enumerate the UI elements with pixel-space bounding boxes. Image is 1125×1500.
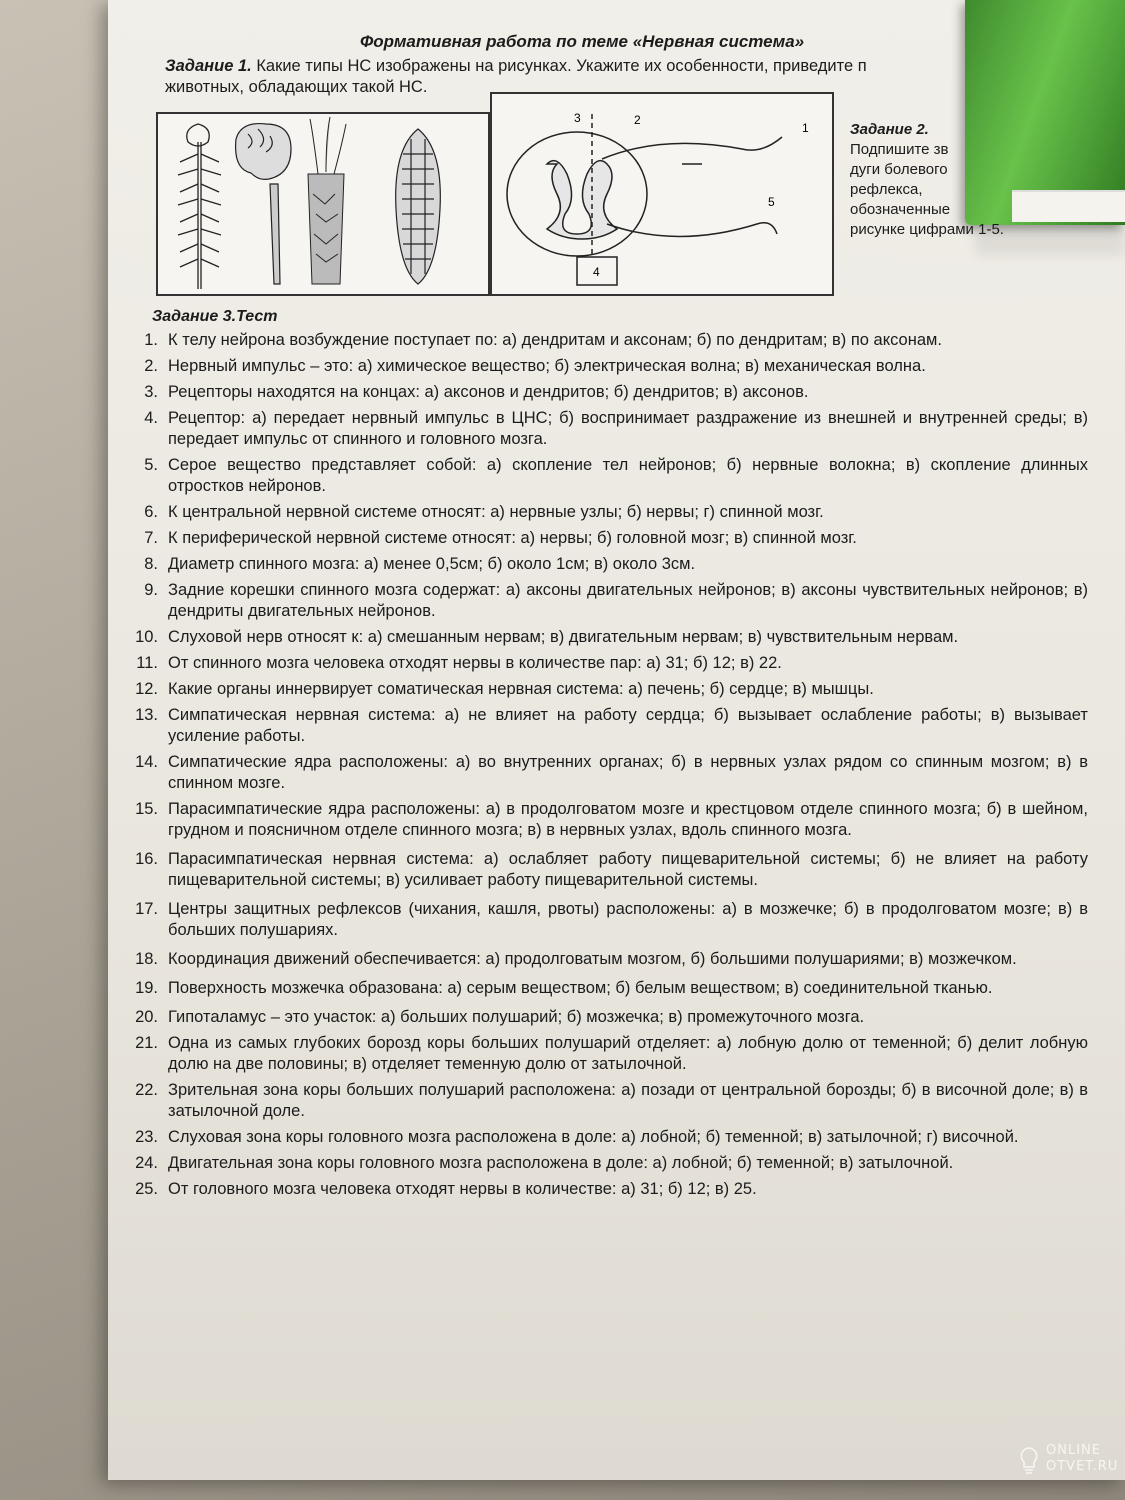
task-2-line: обозначенные <box>850 201 951 218</box>
question-number: 18. <box>135 950 158 968</box>
question-number: 21. <box>135 1034 158 1052</box>
question-number: 8. <box>144 555 158 573</box>
question-number: 16. <box>135 850 158 868</box>
reflex-label-5: 5 <box>768 195 775 209</box>
nervous-system-figures <box>156 112 490 296</box>
question-item <box>118 330 1088 351</box>
task-1-label: Задание 1. <box>165 57 252 75</box>
human-nervous-system-drawing <box>178 124 221 289</box>
question-item <box>118 528 1088 549</box>
question-text: К центральной нервной системе относят: а) нервные узлы; б) нервы; г) спинной мозг. <box>168 503 824 521</box>
question-text: Центры защитных рефлексов (чихания, кашля, рвоты) расположены: а) в мозжечке; б) в продолговатом мозге; в) в больших полушариях. <box>168 900 1088 939</box>
question-item <box>118 1179 1088 1200</box>
question-item <box>118 502 1088 523</box>
question-item <box>118 408 1088 450</box>
question-item <box>118 356 1088 377</box>
task-2 <box>850 120 1080 240</box>
watermark-line-2: OTVET.RU <box>1046 1459 1119 1474</box>
diffuse-nervous-system-drawing <box>308 117 346 284</box>
question-text: Зрительная зона коры больших полушарий расположена: а) позади от центральной борозды; б) в височной доле; в) в затылочной доле. <box>168 1081 1088 1120</box>
question-text: Парасимпатическая нервная система: а) ослабляет работу пищеварительной системы; б) не влияет на работу пищеварительной системы; в) усиливает работу пищеварительной системы. <box>168 850 1088 889</box>
nervous-systems-illustration <box>158 114 488 294</box>
question-text: Слуховая зона коры головного мозга расположена в доле: а) лобной; б) теменной; в) затылочной; г) височной. <box>168 1128 1019 1146</box>
document-title: Формативная работа по теме «Нервная система» <box>360 32 805 51</box>
reflex-arc-illustration <box>492 94 832 294</box>
reflex-label-4: 4 <box>593 265 600 279</box>
question-text: Рецептор: а) передает нервный импульс в ЦНС; б) воспринимает раздражение из внешней и внутренней среды; в) передает импульс от спинного и головного мозга. <box>168 409 1088 448</box>
question-item <box>118 455 1088 497</box>
question-text: К периферической нервной системе относят: а) нервы; б) головной мозг; в) спинной мозг. <box>168 529 857 547</box>
task-2-line: Подпишите зв <box>850 141 949 158</box>
question-number: 20. <box>135 1008 158 1026</box>
question-item <box>118 1080 1088 1122</box>
question-text: К телу нейрона возбуждение поступает по: а) дендритам и аксонам; б) по дендритам; в) по аксонам. <box>168 331 942 349</box>
question-text: Нервный импульс – это: а) химическое вещество; б) электрическая волна; в) механическая волна. <box>168 357 926 375</box>
reflex-label-2: 2 <box>634 113 641 127</box>
question-number: 13. <box>135 706 158 724</box>
question-item <box>118 752 1088 794</box>
question-text: Координация движений обеспечивается: а) продолговатым мозгом, б) большими полушариями; в) мозжечком. <box>168 950 1017 968</box>
question-item <box>118 899 1088 941</box>
question-text: Диаметр спинного мозга: а) менее 0,5см; б) около 1см; в) около 3см. <box>168 555 696 573</box>
question-text: Гипоталамус – это участок: а) больших полушарий; б) мозжечка; в) промежуточного мозга. <box>168 1008 865 1026</box>
question-text: Какие органы иннервирует соматическая нервная система: а) печень; б) сердце; в) мышцы. <box>168 680 874 698</box>
question-number: 9. <box>144 581 158 599</box>
question-number: 7. <box>144 529 158 547</box>
reflex-label-1: 1 <box>802 121 809 135</box>
test-questions-list <box>118 330 1088 1205</box>
question-number: 1. <box>144 331 158 349</box>
question-text: Двигательная зона коры головного мозга расположена в доле: а) лобной; б) теменной; в) затылочной. <box>168 1154 954 1172</box>
question-number: 2. <box>144 357 158 375</box>
question-item <box>118 1007 1088 1028</box>
question-item <box>118 627 1088 648</box>
task-1-text: Какие типы НС изображены на рисунках. Укажите их особенности, приведите п <box>251 57 867 75</box>
lightbulb-icon <box>1018 1446 1040 1476</box>
question-item <box>118 978 1088 999</box>
question-number: 14. <box>135 753 158 771</box>
question-text: Симпатические ядра расположены: а) во внутренних органах; б) в нервных узлах рядом со спинным мозгом; в) в спинном мозге. <box>168 753 1088 792</box>
task-1-text-2: животных, обладающих такой НС. <box>165 78 428 96</box>
task-2-line: рисунке цифрами 1-5. <box>850 221 1004 238</box>
question-text: Одна из самых глубоких борозд коры больших полушарий отделяет: а) лобную долю от теменной; б) делит лобную долю на две половины; в) отделяет теменную долю от затылочной. <box>168 1034 1088 1073</box>
question-number: 3. <box>144 383 158 401</box>
question-number: 17. <box>135 900 158 918</box>
question-number: 6. <box>144 503 158 521</box>
question-text: Поверхность мозжечка образована: а) серым веществом; б) белым веществом; в) соединительной тканью. <box>168 979 993 997</box>
question-item <box>118 1153 1088 1174</box>
question-item <box>118 653 1088 674</box>
question-number: 22. <box>135 1081 158 1099</box>
question-item <box>118 580 1088 622</box>
question-number: 11. <box>136 654 158 672</box>
watermark <box>1018 1440 1118 1484</box>
reflex-label-3: 3 <box>574 111 581 125</box>
question-item <box>118 849 1088 891</box>
question-number: 24. <box>135 1154 158 1172</box>
question-item <box>118 382 1088 403</box>
question-number: 23. <box>135 1128 158 1146</box>
question-text: Задние корешки спинного мозга содержат: а) аксоны двигательных нейронов; в) аксоны чувствительных нейронов; в) дендриты двигательных нейронов. <box>168 581 1088 620</box>
question-item <box>118 1033 1088 1075</box>
question-item <box>118 705 1088 747</box>
question-text: Симпатическая нервная система: а) не влияет на работу сердца; б) вызывает ослабление работы; в) вызывает усиление работы. <box>168 706 1088 745</box>
task-2-line: дуги болевого <box>850 161 948 178</box>
question-number: 19. <box>135 979 158 997</box>
question-item <box>118 1127 1088 1148</box>
reflex-arc-figure <box>490 92 834 296</box>
question-number: 10. <box>135 628 158 646</box>
question-text: Рецепторы находятся на концах: а) аксонов и дендритов; б) дендритов; в) аксонов. <box>168 383 809 401</box>
question-item <box>118 554 1088 575</box>
question-item <box>118 799 1088 841</box>
question-number: 25. <box>135 1180 158 1198</box>
question-text: От спинного мозга человека отходят нервы в количестве пар: а) 31; б) 12; в) 22. <box>168 654 782 672</box>
question-text: От головного мозга человека отходят нервы в количестве: а) 31; б) 12; в) 25. <box>168 1180 757 1198</box>
task-2-line: рефлекса, <box>850 181 923 198</box>
watermark-line-1: ONLINE <box>1046 1443 1101 1458</box>
task-2-label: Задание 2. <box>850 121 929 138</box>
question-item <box>118 949 1088 970</box>
brain-drawing <box>236 124 291 284</box>
question-text: Серое вещество представляет собой: а) скопление тел нейронов; б) нервные волокна; в) скопление длинных отростков нейронов. <box>168 456 1088 495</box>
question-number: 12. <box>135 680 158 698</box>
question-number: 15. <box>135 800 158 818</box>
worm-nervous-system-drawing <box>396 129 441 284</box>
task-3-title: Задание 3.Тест <box>152 308 278 325</box>
question-item <box>118 679 1088 700</box>
question-number: 4. <box>144 409 158 427</box>
question-text: Слуховой нерв относят к: а) смешанным нервам; в) двигательным нервам; в) чувствительным нервам. <box>168 628 959 646</box>
question-number: 5. <box>144 456 158 474</box>
question-text: Парасимпатические ядра расположены: а) в продолговатом мозге и крестцовом отделе спинного мозга; б) в шейном, грудном и поясничном отделе спинного мозга; в) в нервных узлах, вдоль спинного мозга. <box>168 800 1088 839</box>
